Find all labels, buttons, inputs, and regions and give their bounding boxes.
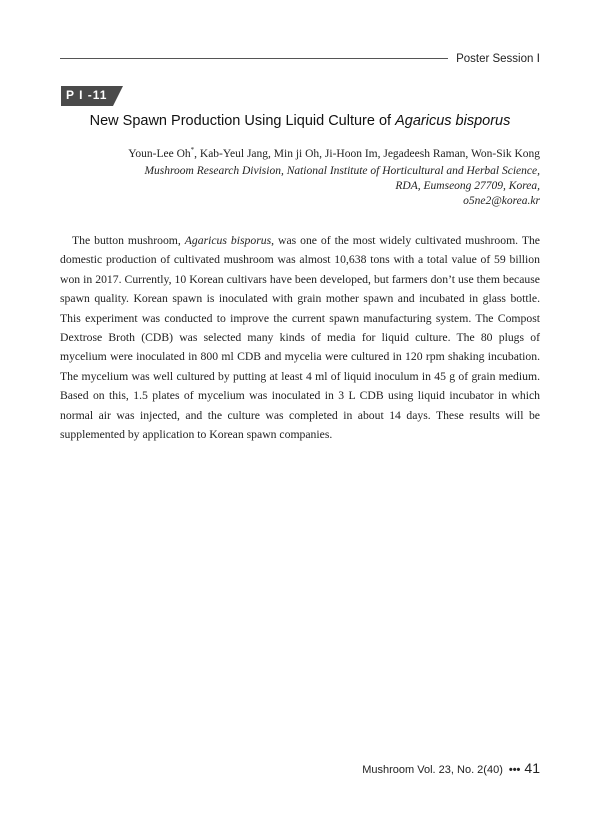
abstract-body (60, 231, 540, 444)
title-text: New Spawn Production Using Liquid Culture of (89, 113, 396, 129)
abstract-text-1: The button mushroom, (72, 234, 185, 247)
journal-citation: Mushroom Vol. 23, No. 2(40) (362, 764, 503, 776)
poster-id-badge (61, 86, 123, 106)
page-footer (362, 760, 540, 776)
paper-title (60, 113, 540, 129)
author-list (128, 146, 540, 160)
affiliation-line-1: Mushroom Research Division, National Institute of Horticultural and Herbal Science, (144, 165, 540, 177)
poster-id: P I -11 (66, 88, 108, 102)
corresponding-marker: * (190, 146, 195, 154)
abstract-text-2: , was one of the most widely cultivated mushroom. The domestic production of cultivated mushroom was almost 10,638 tons with a total value of 59 billion won in 2017. Currently, 10 Korean cultivars have been developed, but farmers don’t use them because spawn quality. Korean spawn is inoculated with grain mother spawn and incubated in glass bottle. This experiment was conducted to improve the current spawn manufacturing system. The Compost Dextrose Broth (CDB) was selected many kinds of media for liquid culture. The 80 plugs of mycelium were inoculated in 800 ml CDB and mycelia were cultured in 120 rpm shaking incubation. The mycelium was well cultured by putting at least 4 ml of liquid inoculum in 45 g of grain medium. Based on this, 1.5 plates of mycelium was inoculated in 3 L CDB using liquid incubator in which normal air was injected, and the culture was completed in about 14 days. These results will be supplemented by application to Korean spawn companies. (60, 234, 540, 442)
abstract-species: Agaricus bisporus (184, 234, 272, 247)
co-authors: , Kab-Yeul Jang, Min ji Oh, Ji-Hoon Im, Jegadeesh Raman, Won-Sik Kong (194, 147, 540, 160)
affiliation-line-2: RDA, Eumseong 27709, Korea, (395, 180, 540, 192)
header-rule (60, 58, 448, 59)
section-label: Poster Session Ⅰ (456, 53, 540, 65)
title-species: Agaricus bisporus (395, 113, 511, 129)
page-number: 41 (524, 760, 540, 776)
contact-email: o5ne2@korea.kr (463, 195, 540, 207)
first-author: Youn-Lee Oh (128, 147, 191, 160)
footer-dots: ••• (508, 764, 521, 776)
